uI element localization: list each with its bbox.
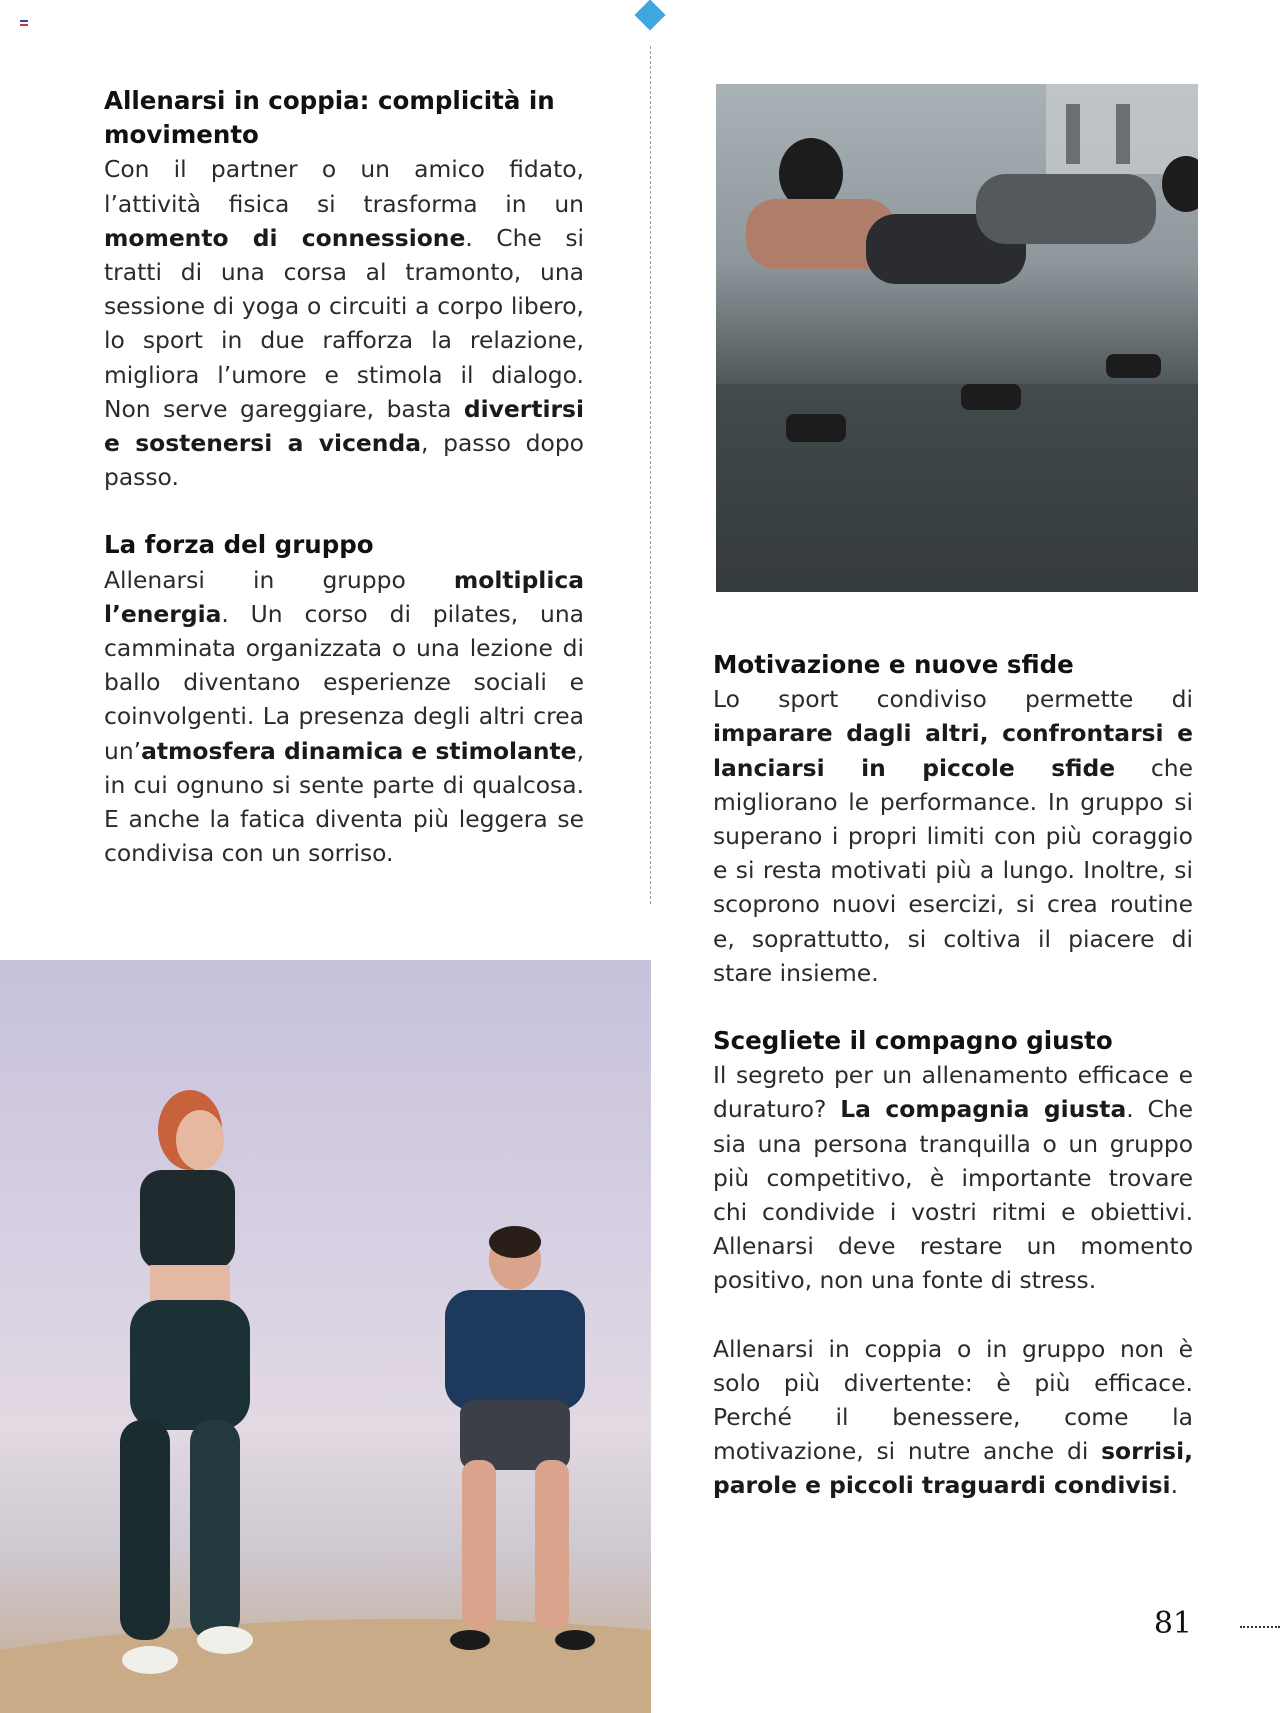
section-body-compagno: Il segreto per un allenamento efficace e duraturo? La compagnia giusta. Che sia una persona tranquilla o un gruppo più competitivo, è importante trovare chi condivide i vostri ritmi e obiettivi. Allenarsi deve restare un momento positivo, non una fonte di stress. xyxy=(713,1061,1193,1295)
column-divider xyxy=(650,46,651,904)
right-column xyxy=(713,648,1193,1503)
page-number-dots xyxy=(1240,1626,1280,1628)
diamond-icon xyxy=(634,0,665,31)
couple-running-beach-photo xyxy=(0,960,651,1713)
left-column xyxy=(104,84,584,870)
page-number: 81 xyxy=(1153,1606,1192,1641)
section-title-gruppo: La forza del gruppo xyxy=(104,530,374,560)
conclusion-paragraph: Allenarsi in coppia o in gruppo non è solo più divertente: è più efficace. Perché il benessere, come la motivazione, si nutre anche di sorrisi, parole e piccoli traguardi condivisi. xyxy=(713,1334,1193,1500)
section-title-compagno: Scegliete il compagno giusto xyxy=(713,1026,1113,1056)
section-body-motivazione: Lo sport condiviso permette di imparare dagli altri, confrontarsi e lanciarsi in piccole sfide che migliorano le performance. In gruppo si superano i propri limiti con più coraggio e si resta motivati più a lungo. Inoltre, si scoprono nuovi esercizi, si crea routine e, soprattutto, si coltiva il piacere di stare insieme. xyxy=(713,685,1193,987)
section-body-gruppo: Allenarsi in gruppo moltiplica l’energia. Un corso di pilates, una camminata organizzata o una lezione di ballo diventano esperienze sociali e coinvolgenti. La presenza degli altri crea un’atmosfera dinamica e stimolante, in cui ognuno si sente parte di qualcosa. E anche la fatica diventa più leggera se condivisa con un sorriso. xyxy=(104,565,584,868)
section-title-motivazione: Motivazione e nuove sfide xyxy=(713,650,1074,679)
section-body-coppia: Con il partner o un amico fidato, l’attività fisica si trasforma in un momento di connessione. Che si tratti di una corsa al tramonto, una sessione di yoga o circuiti a corpo libero, lo sport in due rafforza la relazione, migliora l’umore e stimola il dialogo. Non serve gareggiare, basta divertirsi e sostenersi a vicenda, passo dopo passo. xyxy=(104,155,584,492)
gym-group-workout-photo xyxy=(716,84,1198,592)
flag-icon xyxy=(20,20,28,26)
section-title-coppia: Allenarsi in coppia: complicità in movimento xyxy=(104,86,555,150)
